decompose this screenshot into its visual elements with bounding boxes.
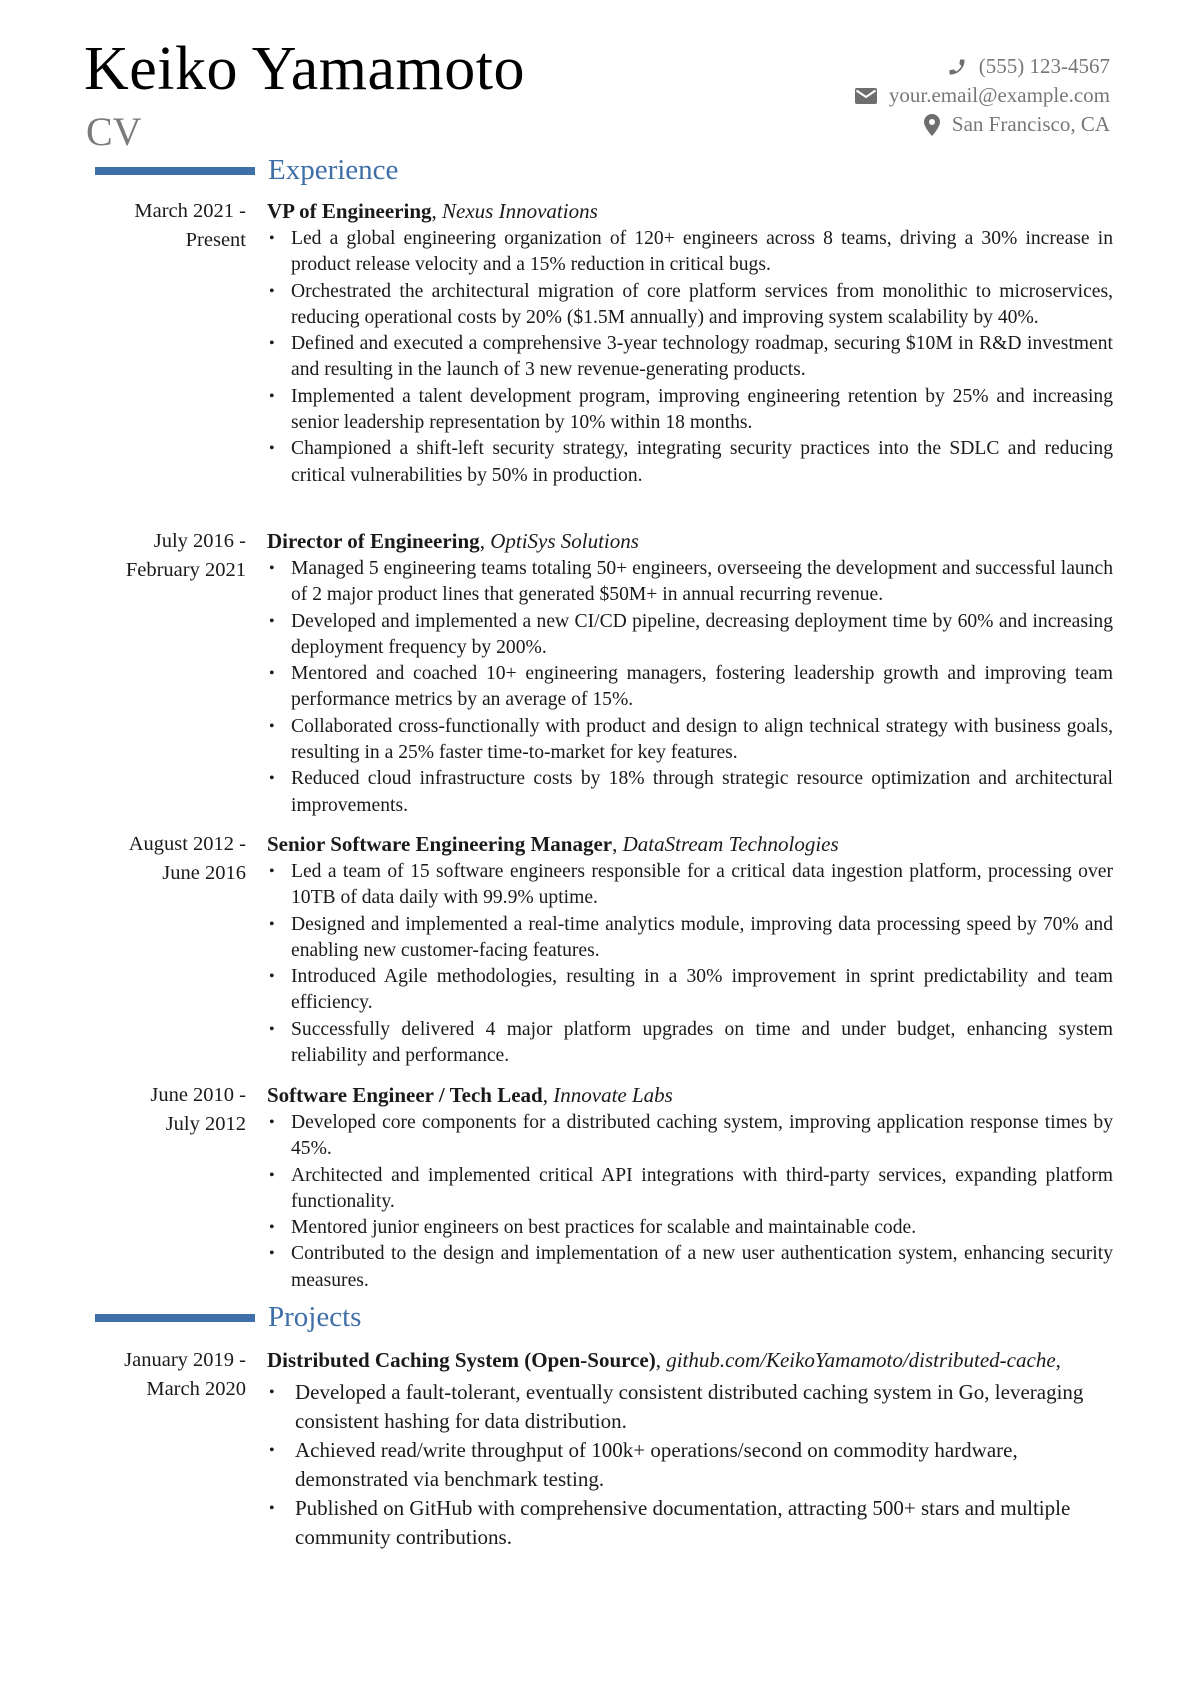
title-trailing: , <box>1055 1348 1061 1372</box>
bullet-item: • Developed and implemented a new CI/CD pipeline, decreasing deployment time by 60% and increasing deployment frequency by 200%. <box>267 609 1113 662</box>
bullet-item: • Contributed to the design and implementation of a new user authentication system, enhancing security measures. <box>267 1241 1113 1294</box>
entry-dates <box>60 1346 246 1404</box>
bullet-item: • Achieved read/write throughput of 100k+ operations/second on commodity hardware, demonstrated via benchmark testing. <box>267 1436 1113 1494</box>
entry-body <box>267 830 1113 1069</box>
bullet-item: • Developed core components for a distributed caching system, improving application response times by 45%. <box>267 1110 1113 1163</box>
contact-block <box>855 52 1110 139</box>
organization: OptiSys Solutions <box>490 529 639 553</box>
bullet-item: • Architected and implemented critical API integrations with third-party services, expanding platform functionality. <box>267 1163 1113 1216</box>
organization: DataStream Technologies <box>622 832 839 856</box>
date-end: February 2021 <box>125 559 246 581</box>
location-text: San Francisco, CA <box>951 112 1110 136</box>
entry-title <box>267 527 1113 556</box>
job-role: Software Engineer / Tech Lead <box>267 1083 543 1107</box>
date-start: January 2019 - <box>124 1349 246 1371</box>
bullet-item: • Implemented a talent development program, improving engineering retention by 25% and increasing senior leadership representation by 10% within 18 months. <box>267 384 1113 437</box>
entry-title <box>267 830 1113 859</box>
bullet-item: • Developed a fault-tolerant, eventually consistent distributed caching system in Go, leveraging consistent hashing for data distribution. <box>267 1378 1113 1436</box>
contact-location <box>855 110 1110 139</box>
title-separator: , <box>431 199 443 223</box>
entry-body <box>267 1081 1113 1294</box>
section-divider-bar <box>95 167 255 175</box>
entry-dates <box>60 830 246 888</box>
bullet-item: • Led a global engineering organization of 120+ engineers across 8 teams, driving a 30% increase in product release velocity and a 15% reduction in critical bugs. <box>267 226 1113 279</box>
bullet-list <box>267 226 1113 489</box>
bullet-item: • Collaborated cross-functionally with product and design to align technical strategy with business goals, resulting in a 25% faster time-to-market for key features. <box>267 714 1113 767</box>
date-end: June 2016 <box>162 862 246 884</box>
email-address[interactable]: your.email@example.com <box>888 83 1110 107</box>
phone-number[interactable]: (555) 123-4567 <box>978 54 1110 78</box>
entry-title <box>267 1346 1113 1375</box>
entry-body <box>267 527 1113 819</box>
experience-section-header <box>95 153 1095 187</box>
bullet-list <box>267 1110 1113 1294</box>
projects-section-title: Projects <box>268 1301 362 1333</box>
date-start: July 2016 - <box>153 530 246 552</box>
organization: Innovate Labs <box>553 1083 673 1107</box>
project-name: Distributed Caching System (Open-Source) <box>267 1348 656 1372</box>
bullet-item: • Designed and implemented a real-time analytics module, improving data processing speed by 70% and enabling new customer-facing features. <box>267 912 1113 965</box>
date-end: Present <box>185 229 246 251</box>
title-separator: , <box>479 529 491 553</box>
entry-dates <box>60 197 246 255</box>
section-divider-bar <box>95 1314 255 1322</box>
phone-icon <box>947 57 967 77</box>
bullet-item: • Championed a shift-left security strategy, integrating security practices into the SDLC and reducing critical vulnerabilities by 50% in production. <box>267 436 1113 489</box>
bullet-item: • Reduced cloud infrastructure costs by 18% through strategic resource optimization and architectural improvements. <box>267 766 1113 819</box>
date-start: June 2010 - <box>150 1084 246 1106</box>
job-role: Director of Engineering <box>267 529 480 553</box>
date-end: March 2020 <box>146 1378 246 1400</box>
entry-title <box>267 197 1113 226</box>
job-role: Senior Software Engineering Manager <box>267 832 613 856</box>
entry-body <box>267 1346 1113 1552</box>
bullet-list <box>267 1378 1113 1552</box>
candidate-name: Keiko Yamamoto <box>84 35 525 103</box>
contact-email <box>855 81 1110 110</box>
bullet-list <box>267 859 1113 1069</box>
entry-dates <box>60 527 246 585</box>
job-role: VP of Engineering <box>267 199 432 223</box>
date-end: July 2012 <box>165 1113 246 1135</box>
date-start: August 2012 - <box>128 833 246 855</box>
title-separator: , <box>542 1083 554 1107</box>
contact-phone <box>855 52 1110 81</box>
bullet-item: • Defined and executed a comprehensive 3-year technology roadmap, securing $10M in R&D investment and resulting in the launch of 3 new revenue-generating products. <box>267 331 1113 384</box>
title-separator: , <box>655 1348 667 1372</box>
entry-title <box>267 1081 1113 1110</box>
projects-section-header <box>95 1300 1095 1334</box>
date-start: March 2021 - <box>134 200 246 222</box>
envelope-icon <box>855 88 877 104</box>
project-link[interactable]: github.com/KeikoYamamoto/distributed-cache <box>666 1348 1056 1372</box>
bullet-item: • Mentored and coached 10+ engineering managers, fostering leadership growth and improving team performance metrics by an average of 15%. <box>267 661 1113 714</box>
bullet-item: • Led a team of 15 software engineers responsible for a critical data ingestion platform, processing over 10TB of data daily with 99.9% uptime. <box>267 859 1113 912</box>
bullet-list <box>267 556 1113 819</box>
entry-dates <box>60 1081 246 1139</box>
experience-section-title: Experience <box>268 154 399 186</box>
bullet-item: • Managed 5 engineering teams totaling 50+ engineers, overseeing the development and successful launch of 2 major product lines that generated $50M+ in annual recurring revenue. <box>267 556 1113 609</box>
bullet-item: • Successfully delivered 4 major platform upgrades on time and under budget, enhancing system reliability and performance. <box>267 1017 1113 1070</box>
bullet-item: • Introduced Agile methodologies, resulting in a 30% improvement in sprint predictability and team efficiency. <box>267 964 1113 1017</box>
bullet-item: • Orchestrated the architectural migration of core platform services from monolithic to microservices, reducing operational costs by 20% ($1.5M annually) and improving system scalability by 40%. <box>267 279 1113 332</box>
title-separator: , <box>612 832 623 856</box>
bullet-item: • Published on GitHub with comprehensive documentation, attracting 500+ stars and multiple community contributions. <box>267 1494 1113 1552</box>
document-subtitle: CV <box>86 109 142 154</box>
entry-body <box>267 197 1113 489</box>
organization: Nexus Innovations <box>442 199 598 223</box>
bullet-item: • Mentored junior engineers on best practices for scalable and maintainable code. <box>267 1215 1113 1241</box>
map-marker-icon <box>924 114 940 136</box>
